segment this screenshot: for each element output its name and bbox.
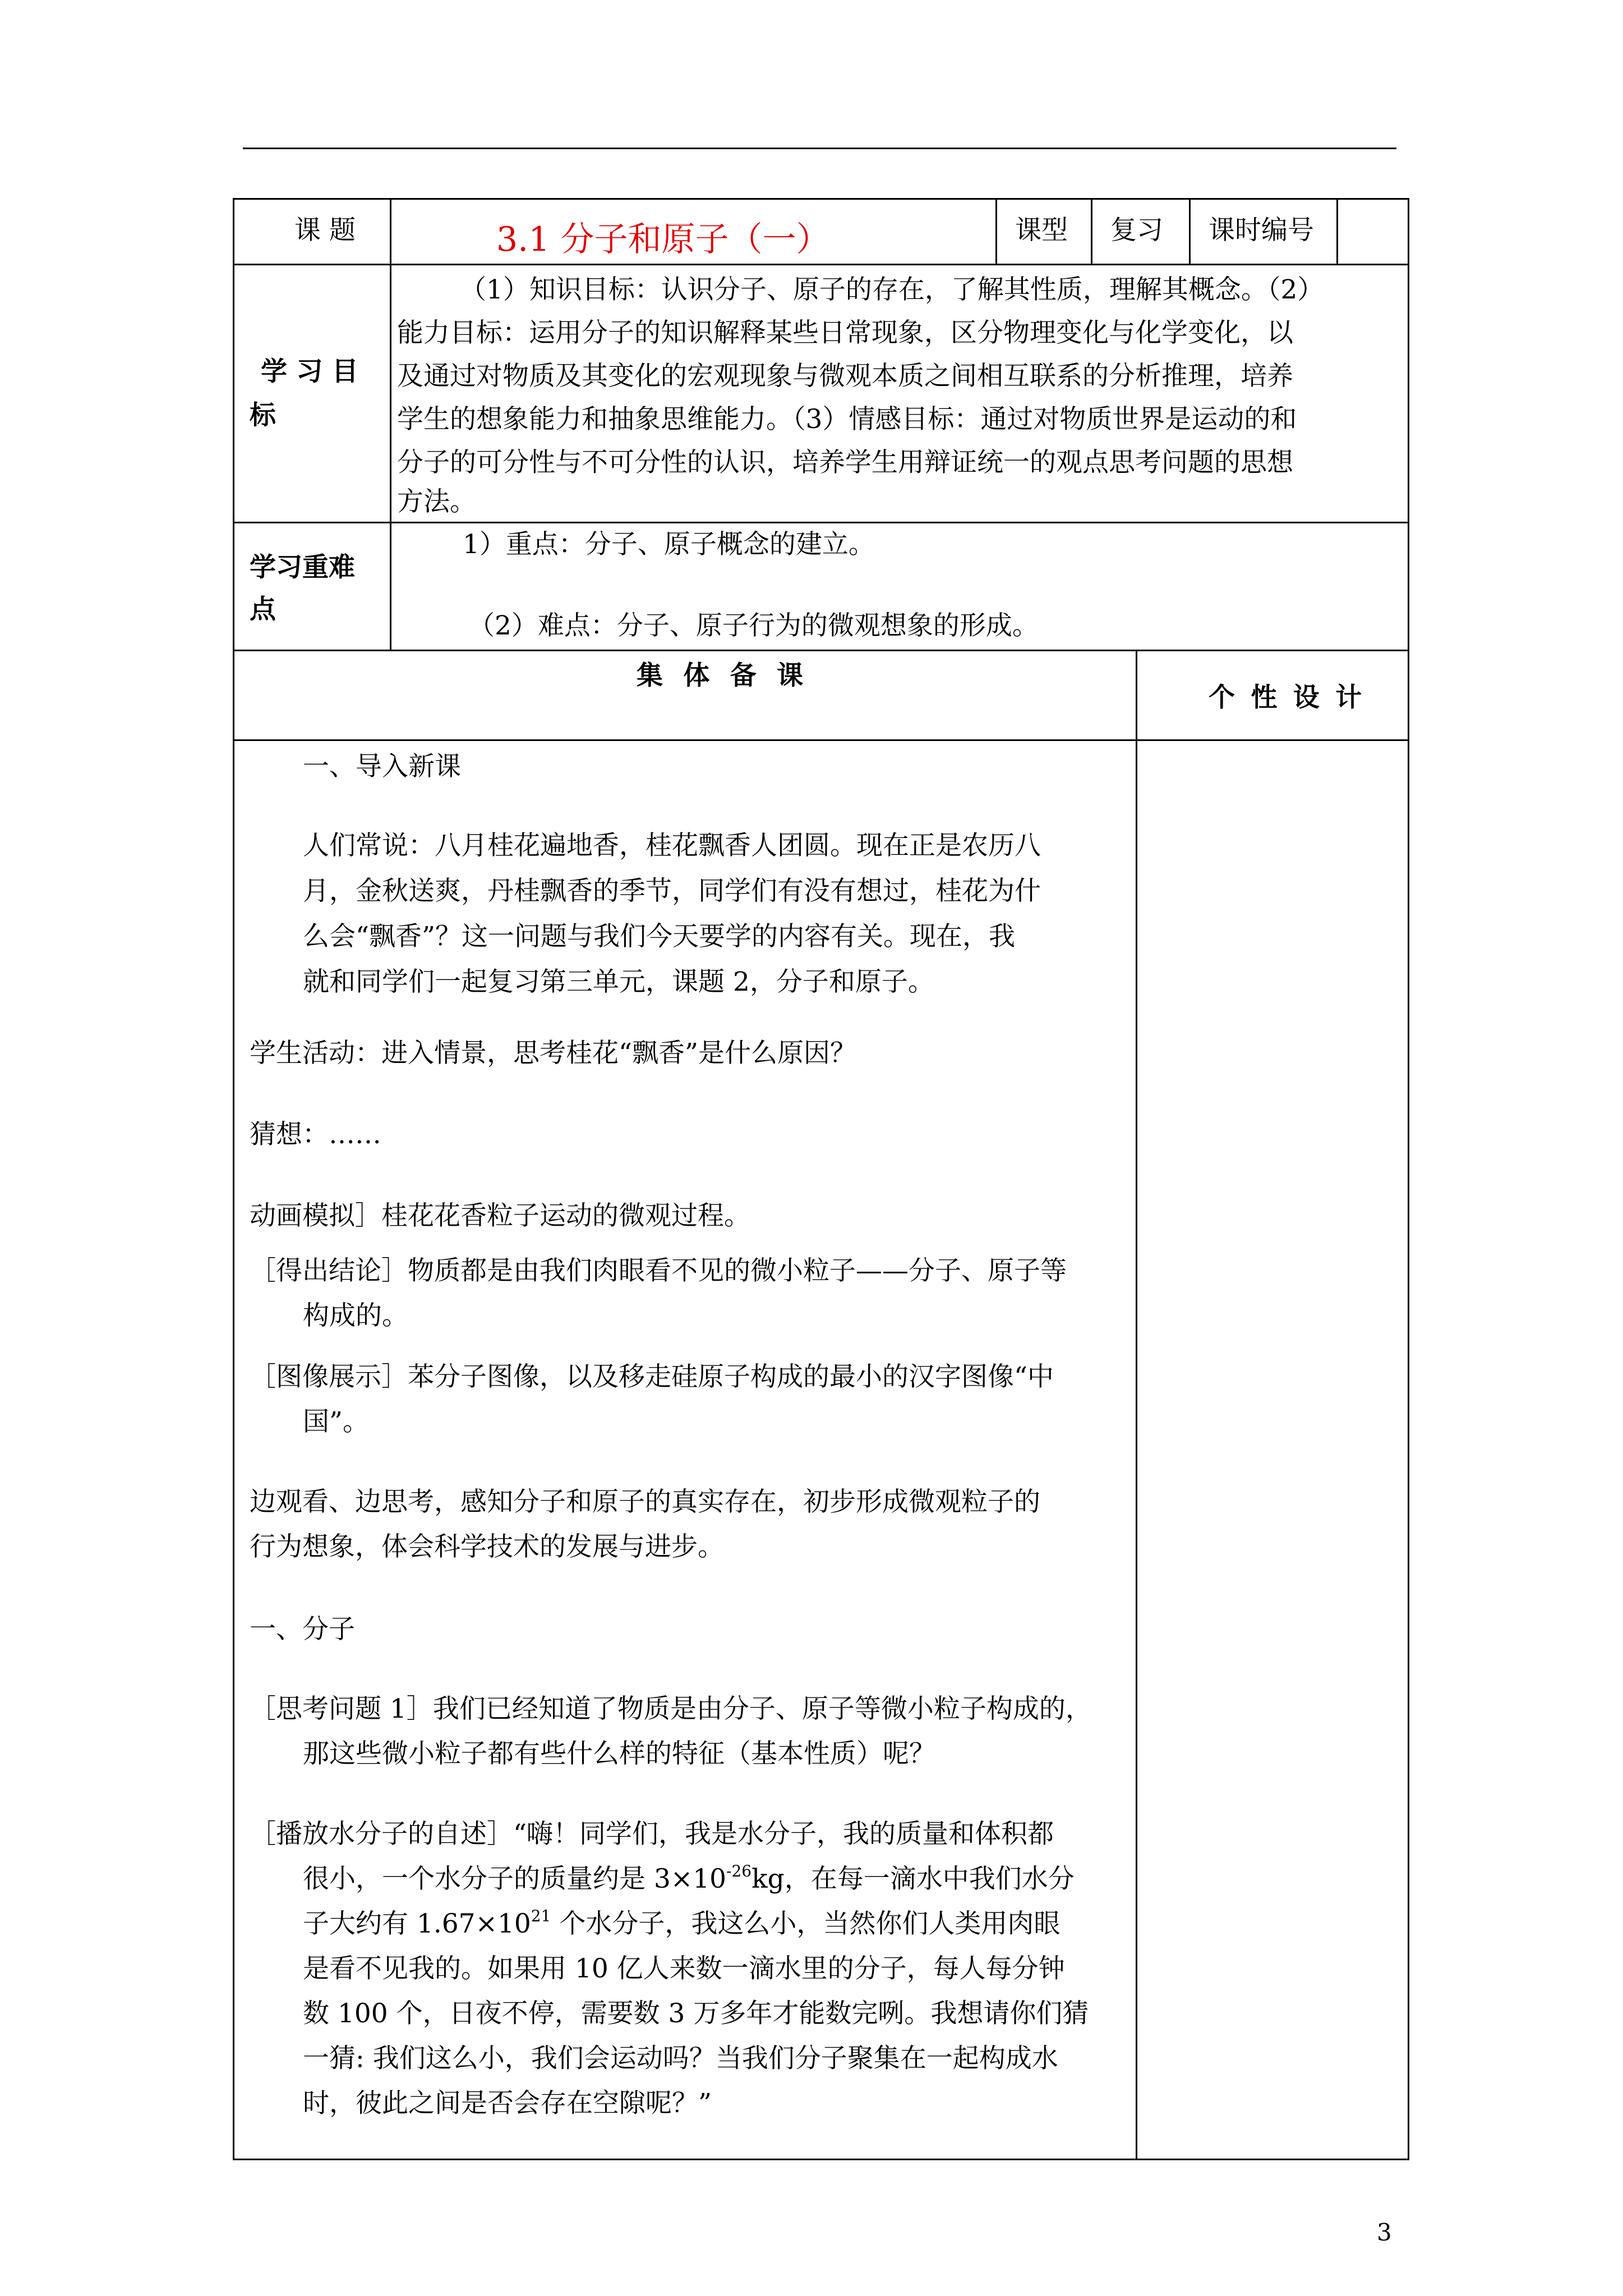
intro-line: 么会“飘香”？这一问题与我们今天要学的内容有关。现在，我 xyxy=(303,921,1016,952)
lesson-type-label: 课型 xyxy=(1015,215,1068,246)
question-line: ［思考问题 1］我们已经知道了物质是由分子、原子等微小粒子构成的， xyxy=(250,1694,1092,1724)
question-line: 那这些微小粒子都有些什么样的特征（基本性质）呢？ xyxy=(303,1738,935,1769)
guess-text: 猜想：…… xyxy=(250,1119,381,1150)
narration-line: ［播放水分子的自述］“嗨！同学们，我是水分子，我的质量和体积都 xyxy=(250,1819,1054,1849)
narration-line: 是看不见我的。如果用 10 亿人来数一滴水里的分子，每人每分钟 xyxy=(303,1953,1065,1984)
key-points-label-line1: 学习重难 xyxy=(250,552,355,583)
objectives-line: （1）知识目标：认识分子、原子的存在，了解其性质，理解其概念。（2） xyxy=(460,274,1324,305)
objectives-line: 学生的想象能力和抽象思维能力。（3）情感目标：通过对物质世界是运动的和 xyxy=(397,404,1297,435)
narration-line: 时，彼此之间是否会存在空隙呢？” xyxy=(303,2088,712,2119)
narration-line: 子大约有 $1.67\times 10^{21}$ 个水分子，我这么小，当然你们人类用肉眼 xyxy=(303,1907,1061,1939)
conclusion-line: 构成的。 xyxy=(303,1300,408,1331)
lesson-number-label: 课时编号 xyxy=(1209,215,1314,246)
animation-text: 动画模拟］桂花花香粒子运动的微观过程。 xyxy=(250,1200,750,1231)
narration-line: 数 100 个，日夜不停，需要数 3 万多年才能数完咧。我想请你们猜 xyxy=(303,1998,1089,2029)
objectives-label-line1: 学 习 目 xyxy=(261,356,358,387)
header-rule xyxy=(243,148,1396,149)
group-prep-header: 集 体 备 课 xyxy=(637,660,809,691)
objectives-line: 及通过对物质及其变化的宏观现象与微观本质之间相互联系的分析推理，培养 xyxy=(397,361,1293,392)
observe-line: 边观看、边思考，感知分子和原子的真实存在，初步形成微观粒子的 xyxy=(250,1487,1040,1517)
image-display-line: ［图像展示］苯分子图像，以及移走硅原子构成的最小的汉字图像“中 xyxy=(250,1361,1054,1392)
objectives-line: 方法。 xyxy=(397,486,476,517)
intro-line: 就和同学们一起复习第三单元，课题 2，分子和原子。 xyxy=(303,967,934,997)
student-activity: 学生活动：进入情景，思考桂花“飘香”是什么原因？ xyxy=(250,1038,857,1069)
intro-line: 月，金秋送爽，丹桂飘香的季节，同学们有没有想过，桂花为什 xyxy=(303,876,1041,907)
intro-line: 人们常说：八月桂花遍地香，桂花飘香人团圆。现在正是农历八 xyxy=(303,830,1041,861)
narration-line: 一猜: 我们这么小，我们会运动吗？当我们分子聚集在一起构成水 xyxy=(303,2043,1058,2074)
key-points-label-line2: 点 xyxy=(250,594,276,625)
key-point-text: 1）重点：分子、原子概念的建立。 xyxy=(463,529,875,560)
objectives-line: 能力目标：运用分子的知识解释某些日常现象，区分物理变化与化学变化，以 xyxy=(397,318,1293,348)
intro-heading: 一、导入新课 xyxy=(303,751,461,782)
conclusion-line: ［得出结论］物质都是由我们肉眼看不见的微小粒子——分子、原子等 xyxy=(250,1255,1067,1286)
personal-design-header: 个 性 设 计 xyxy=(1209,682,1366,713)
image-display-line: 国”。 xyxy=(303,1406,370,1437)
lesson-title: 3.1 分子和原子（一） xyxy=(496,220,830,259)
difficult-point-text: （2）难点：分子、原子行为的微观想象的形成。 xyxy=(468,610,1039,641)
narration-line: 很小，一个水分子的质量约是 $3\times 10^{-26}kg$，在每一滴水中我们水分 xyxy=(303,1862,1075,1894)
objectives-label-line2: 标 xyxy=(250,400,276,431)
observe-line: 行为想象，体会科学技术的发展与进步。 xyxy=(250,1531,724,1562)
molecule-heading: 一、分子 xyxy=(250,1614,355,1645)
subject-label: 课 题 xyxy=(294,215,356,246)
objectives-line: 分子的可分性与不可分性的认识，培养学生用辩证统一的观点思考问题的思想 xyxy=(397,447,1293,478)
page-number: 3 xyxy=(1377,2219,1392,2246)
lesson-type-value: 复习 xyxy=(1110,215,1163,246)
